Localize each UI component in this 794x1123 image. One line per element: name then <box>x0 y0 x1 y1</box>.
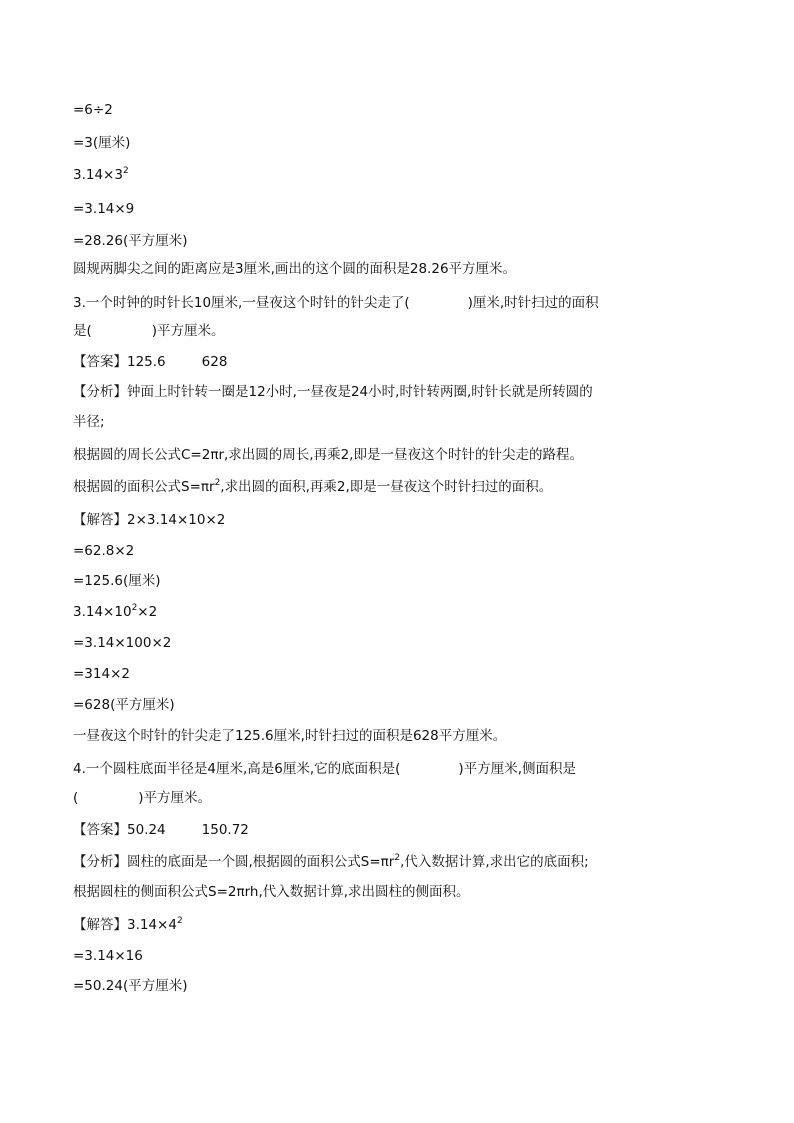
analysis-3-line <box>73 413 734 431</box>
solution-text: 3.14×10 <box>73 604 132 620</box>
analysis-text: 根据圆的面积公式S=πr <box>73 479 215 495</box>
analysis-text: ,代入数据计算,求出它的底面积; <box>400 854 589 870</box>
answer-label: 【答案】 <box>73 354 127 370</box>
question-text: )平方厘米,侧面积是 <box>458 761 576 777</box>
calc-line <box>73 101 734 119</box>
exponent: 2 <box>122 166 129 176</box>
solution-3-line <box>73 572 734 590</box>
solution-text: ×2 <box>137 604 158 620</box>
question-text: ( <box>73 790 79 806</box>
solution-text: =314×2 <box>73 666 130 682</box>
question-text: )厘米,时针扫过的面积 <box>467 295 599 311</box>
solution-3-conclusion <box>73 727 734 745</box>
calc-line <box>73 232 734 250</box>
answer-value: 150.72 <box>201 822 249 838</box>
question-text: )平方厘米。 <box>138 790 212 806</box>
analysis-text: 半径; <box>73 414 105 430</box>
analysis-text: ,求出圆的面积,再乘2,即是一昼夜这个时针扫过的面积。 <box>220 479 553 495</box>
answer-3-line <box>73 353 734 371</box>
solution-text: =3.14×100×2 <box>73 635 172 651</box>
question-3-line-1 <box>73 294 734 312</box>
solution-text: =125.6(厘米) <box>73 573 161 589</box>
solution-4-line <box>73 977 734 995</box>
answer-4-line <box>73 821 734 839</box>
conclusion-text: 圆规两脚尖之间的距离应是3厘米,画出的这个圆的面积是28.26平方厘米。 <box>73 261 517 277</box>
solution-3-line <box>73 511 734 529</box>
calc-text: =6÷2 <box>73 102 113 118</box>
exponent: 2 <box>394 853 401 863</box>
analysis-3-line <box>73 383 734 401</box>
solution-text: =628(平方厘米) <box>73 697 175 713</box>
solution-text: =50.24(平方厘米) <box>73 978 188 994</box>
solution-4-line <box>73 947 734 965</box>
answer-value: 50.24 <box>127 822 166 838</box>
exponent: 2 <box>176 916 183 926</box>
analysis-text: 【分析】圆柱的底面是一个圆,根据圆的面积公式S=πr <box>73 854 395 870</box>
solution-3-line <box>73 634 734 652</box>
calc-text: 3.14×3 <box>73 167 123 183</box>
solution-3-line <box>73 542 734 560</box>
analysis-3-line <box>73 478 734 496</box>
question-text: 3.一个时钟的时针长10厘米,一昼夜这个时针的针尖走了( <box>73 295 410 311</box>
calc-text: =3.14×9 <box>73 201 135 217</box>
analysis-3-line <box>73 446 734 464</box>
solution-text: =3.14×16 <box>73 948 143 964</box>
question-3-line-2 <box>73 322 734 340</box>
calc-text: =28.26(平方厘米) <box>73 233 188 249</box>
analysis-text: 根据圆的周长公式C=2πr,求出圆的周长,再乘2,即是一昼夜这个时针的针尖走的路程。 <box>73 447 583 463</box>
question-text: 是( <box>73 323 92 339</box>
analysis-4-line <box>73 883 734 901</box>
question-4-line-1 <box>73 760 734 778</box>
answer-label: 【答案】 <box>73 822 127 838</box>
calc-line <box>73 134 734 152</box>
solution-text: 【解答】2×3.14×10×2 <box>73 512 226 528</box>
solution-3-line <box>73 696 734 714</box>
exponent: 2 <box>131 603 138 613</box>
solution-4-line <box>73 916 734 934</box>
analysis-text: 根据圆柱的侧面积公式S=2πrh,代入数据计算,求出圆柱的侧面积。 <box>73 884 470 900</box>
conclusion-line <box>73 260 734 278</box>
solution-text: 【解答】3.14×4 <box>73 917 177 933</box>
question-text: 4.一个圆柱底面半径是4厘米,高是6厘米,它的底面积是( <box>73 761 401 777</box>
solution-3-line <box>73 603 734 621</box>
exponent: 2 <box>214 478 221 488</box>
solution-text: =62.8×2 <box>73 543 135 559</box>
calc-text: =3(厘米) <box>73 135 131 151</box>
analysis-text: 【分析】钟面上时针转一圈是12小时,一昼夜是24小时,时针转两圈,时针长就是所转圆的 <box>73 384 593 400</box>
solution-3-line <box>73 665 734 683</box>
answer-value: 628 <box>201 354 228 370</box>
analysis-4-line <box>73 853 734 871</box>
conclusion-text: 一昼夜这个时针的针尖走了125.6厘米,时针扫过的面积是628平方厘米。 <box>73 728 507 744</box>
answer-value: 125.6 <box>127 354 166 370</box>
calc-line <box>73 200 734 218</box>
calc-line <box>73 166 734 184</box>
question-4-line-2 <box>73 789 734 807</box>
question-text: )平方厘米。 <box>151 323 225 339</box>
